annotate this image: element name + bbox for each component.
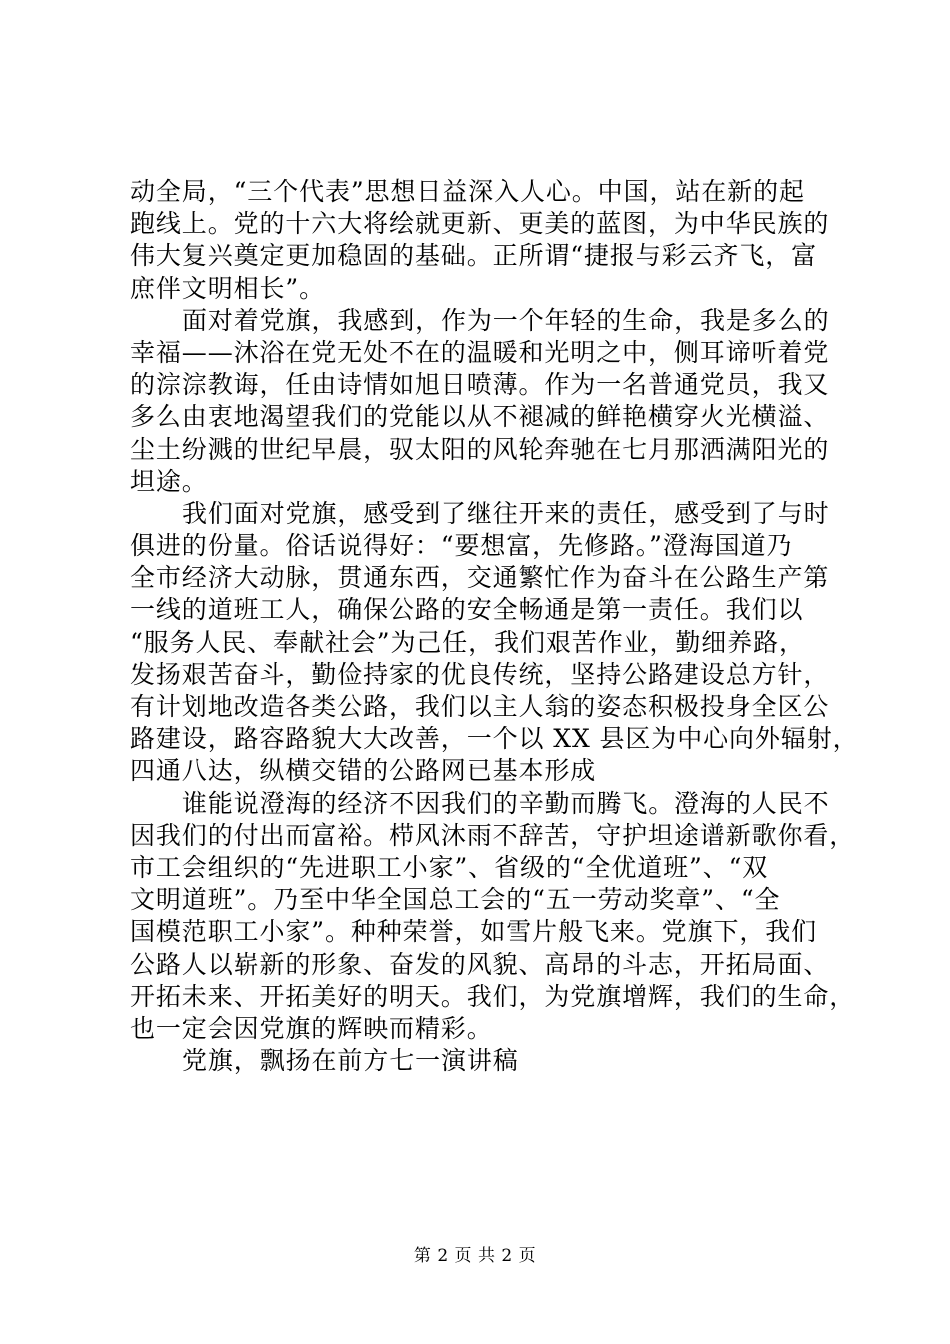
text-line: 坦途。: [130, 466, 208, 496]
text-line: “服务人民、奉献社会”为己任，我们艰苦作业，勤细养路，: [130, 627, 805, 657]
text-line: 俱进的份量。俗话说得好：“要想富，先修路。”澄海国道乃: [130, 531, 793, 561]
text-line: 一线的道班工人，确保公路的安全畅通是第一责任。我们以: [130, 595, 804, 625]
text-line: 文明道班”。乃至中华全国总工会的“五一劳动奖章”、“全: [130, 885, 781, 915]
text-line: 发扬艰苦奋斗，勤俭持家的优良传统，坚持公路建设总方针，: [130, 659, 830, 689]
text-line: 谁能说澄海的经济不因我们的辛勤而腾飞。澄海的人民不: [182, 788, 830, 818]
text-line: 伟大复兴奠定更加稳固的基础。正所谓“捷报与彩云齐飞，富: [130, 241, 818, 271]
text-line: 跑线上。党的十六大将绘就更新、更美的蓝图，为中华民族的: [130, 209, 830, 239]
text-line: 多么由衷地渴望我们的党能以从不褪减的鲜艳横穿火光横溢、: [130, 402, 830, 432]
page-footer: 第 2 页 共 2 页: [413, 1246, 537, 1266]
text-line: 开拓未来、开拓美好的明天。我们，为党旗增辉，我们的生命，: [130, 981, 856, 1011]
text-line: 庶伴文明相长”。: [130, 273, 325, 303]
text-line: 动全局，“三个代表”思想日益深入人心。中国，站在新的起: [130, 177, 805, 206]
text-line: 我们面对党旗，感受到了继往开来的责任，感受到了与时: [182, 498, 830, 528]
text-line: 国模范职工小家”。种种荣誉，如雪片般飞来。党旗下，我们: [130, 917, 818, 947]
document-body: [130, 176, 859, 1077]
text-line: 市工会组织的“先进职工小家”、省级的“全优道班”、“双: [130, 852, 769, 882]
text-line: 四通八达，纵横交错的公路网已基本形成: [130, 756, 597, 786]
text-line: 路建设，路容路貌大大改善，一个以 XX 县区为中心向外辐射，: [130, 724, 859, 754]
text-line: 尘土纷溅的世纪早晨，驭太阳的风轮奔驰在七月那洒满阳光的: [130, 434, 830, 464]
text-line: 公路人以崭新的形象、奋发的风貌、高昂的斗志，开拓局面、: [130, 949, 830, 979]
text-line: 因我们的付出而富裕。栉风沐雨不辞苦，守护坦途谱新歌你看，: [130, 820, 856, 850]
text-line: 全市经济大动脉，贯通东西，交通繁忙作为奋斗在公路生产第: [130, 563, 830, 593]
text-line: 面对着党旗，我感到，作为一个年轻的生命，我是多么的: [182, 305, 830, 335]
text-line: 幸福——沐浴在党无处不在的温暖和光明之中，侧耳谛听着党: [130, 337, 830, 367]
text-line: 也一定会因党旗的辉映而精彩。: [130, 1013, 493, 1043]
text-line: 的淙淙教诲，任由诗情如旭日喷薄。作为一名普通党员，我又: [130, 370, 830, 400]
text-line: 党旗，飘扬在前方七一演讲稿: [182, 1046, 519, 1076]
text-line: 有计划地改造各类公路，我们以主人翁的姿态积极投身全区公: [130, 692, 830, 721]
